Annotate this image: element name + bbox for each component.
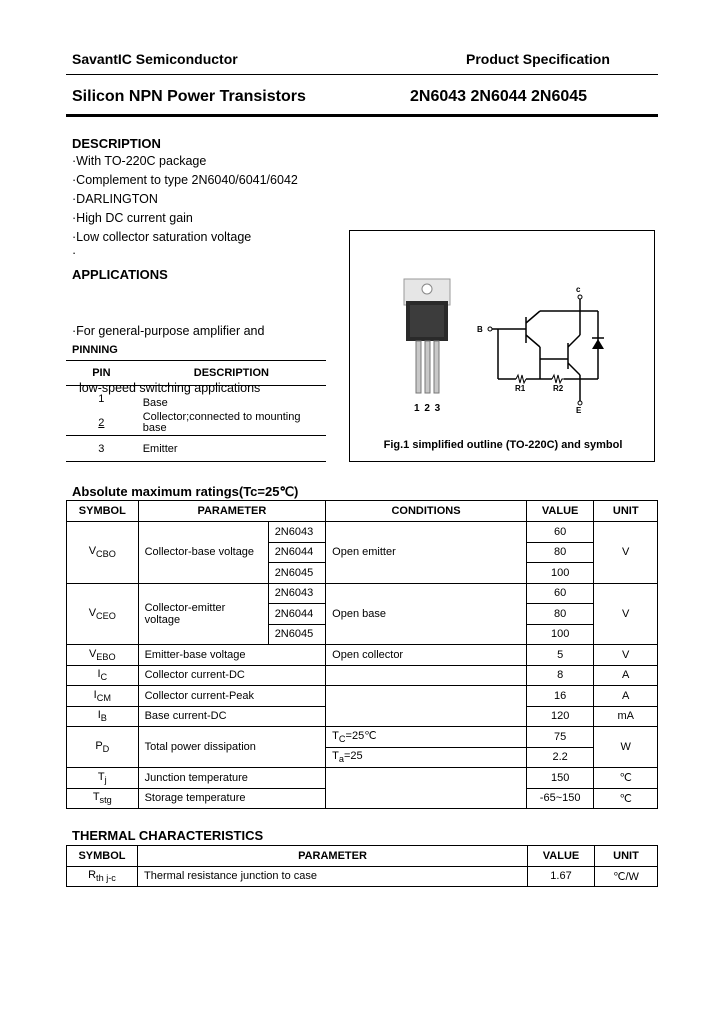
table-row [66, 412, 326, 436]
symbol-cell: $T_j$ [67, 768, 139, 789]
collector-label: c [576, 285, 581, 294]
value-cell: 100 [526, 563, 594, 584]
pin-header: PIN [66, 361, 137, 386]
value-cell: 60 [526, 583, 594, 604]
part-cell: 2N6045 [268, 624, 325, 645]
description-item: · [72, 246, 77, 260]
parameter-cell: Collector current-Peak [138, 686, 326, 707]
description-item: ·With TO-220C package [72, 154, 207, 168]
table-row [67, 522, 658, 543]
col-conditions: CONDITIONS [326, 501, 527, 522]
to220-package-outline [350, 231, 656, 431]
pin-number: 3 [66, 436, 137, 462]
part-cell: 2N6044 [268, 542, 325, 563]
parameter-cell: Emitter-base voltage [138, 645, 326, 666]
conditions-cell: Open collector [326, 645, 527, 666]
parameter-cell: Junction temperature [138, 768, 326, 789]
unit-cell: A [594, 665, 658, 686]
unit-cell: V [594, 522, 658, 584]
conditions-cell: Open base [326, 583, 527, 645]
conditions-cell: $T_a=25$ [326, 747, 527, 768]
parameter-cell: Storage temperature [138, 788, 326, 809]
symbol-cell: $I_{CM}$ [67, 686, 139, 707]
description-item: ·Complement to type 2N6040/6041/6042 [72, 173, 298, 187]
parameter-cell: Total power dissipation [138, 727, 326, 768]
pin-number: 1 [98, 392, 105, 405]
col-value: VALUE [526, 501, 594, 522]
value-cell: 5 [526, 645, 594, 666]
r2-label: R2 [553, 384, 564, 393]
part-numbers: 2N6043 2N6044 2N6045 [410, 88, 588, 105]
unit-cell: W [594, 727, 658, 768]
figure-caption: Fig.1 simplified outline (TO-220C) and symbol [383, 439, 623, 451]
table-row [67, 583, 658, 604]
applications-item: low-speed switching applications [72, 381, 261, 395]
description-list [72, 152, 298, 259]
table-row [67, 768, 658, 789]
table-row [67, 645, 658, 666]
company-name: SavantIC Semiconductor [72, 51, 238, 67]
conditions-cell: $T_C=25℃$ [326, 727, 527, 748]
pinning-heading: PINNING [72, 344, 118, 356]
col-unit: UNIT [595, 846, 658, 867]
pin-number-labels: 1 2 3 [414, 403, 441, 414]
value-cell: 2.2 [526, 747, 594, 768]
value-cell: 8 [526, 665, 594, 686]
description-item: ·High DC current gain [72, 211, 193, 225]
col-symbol: SYMBOL [67, 501, 139, 522]
col-parameter: PARAMETER [138, 846, 528, 867]
value-cell: 75 [526, 727, 594, 748]
symbol-cell: $T_{stg}$ [67, 788, 139, 809]
symbol-cell: $V_{EBO}$ [67, 645, 139, 666]
figure-box [349, 230, 655, 462]
value-cell: 120 [526, 706, 594, 727]
part-cell: 2N6045 [268, 563, 325, 584]
parameter-cell: Collector-emitter voltage [138, 583, 268, 645]
parameter-cell: Base current-DC [138, 706, 326, 727]
applications-item: ·For general-purpose amplifier and [72, 324, 265, 338]
value-cell: 16 [526, 686, 594, 707]
part-cell: 2N6044 [268, 604, 325, 625]
unit-cell: V [594, 583, 658, 645]
parameter-cell: Collector-base voltage [138, 522, 268, 584]
parameter-cell: Collector current-DC [138, 665, 326, 686]
unit-cell: mA [594, 706, 658, 727]
pin-description: Emitter [137, 436, 326, 462]
thermal-table [66, 845, 658, 887]
conditions-cell [326, 768, 527, 809]
unit-cell: ℃ [594, 788, 658, 809]
symbol-cell: $I_C$ [67, 665, 139, 686]
col-symbol: SYMBOL [67, 846, 138, 867]
part-cell: 2N6043 [268, 583, 325, 604]
thermal-heading: THERMAL CHARACTERISTICS [72, 828, 264, 843]
abs-max-table [66, 500, 658, 809]
unit-cell: A [594, 686, 658, 707]
pin-description: Base [142, 396, 168, 409]
unit-cell: ℃ [594, 768, 658, 789]
symbol-cell: $V_{CEO}$ [67, 583, 139, 645]
base-label: B [477, 325, 483, 334]
header-divider [66, 74, 658, 75]
value-cell: 100 [526, 624, 594, 645]
description-item: ·Low collector saturation voltage [72, 230, 252, 244]
value-cell: 1.67 [528, 866, 595, 887]
table-row [67, 727, 658, 748]
pin-description-header: DESCRIPTION [137, 361, 326, 386]
title-divider [66, 114, 658, 117]
unit-cell: ℃/W [595, 866, 658, 887]
emitter-label: E [576, 406, 582, 415]
unit-cell: V [594, 645, 658, 666]
value-cell: 60 [526, 522, 594, 543]
conditions-cell [326, 686, 527, 727]
table-row [66, 436, 326, 462]
pinning-table [66, 360, 326, 462]
description-heading: DESCRIPTION [72, 136, 161, 151]
symbol-cell: $P_D$ [67, 727, 139, 768]
value-cell: -65~150 [526, 788, 594, 809]
symbol-cell: $R_{th j-c}$ [67, 866, 138, 887]
spec-label: Product Specification [466, 51, 610, 67]
pin-description: Collector;connected to mounting base [137, 412, 326, 436]
col-value: VALUE [528, 846, 595, 867]
value-cell: 80 [526, 604, 594, 625]
conditions-cell: Open emitter [326, 522, 527, 584]
symbol-cell: $V_{CBO}$ [67, 522, 139, 584]
table-row [67, 665, 658, 686]
table-row [67, 866, 658, 887]
part-cell: 2N6043 [268, 522, 325, 543]
parameter-cell: Thermal resistance junction to case [138, 866, 528, 887]
r1-label: R1 [515, 384, 526, 393]
table-row [67, 686, 658, 707]
applications-heading: APPLICATIONS [72, 267, 168, 282]
table-row [66, 386, 326, 412]
col-parameter: PARAMETER [138, 501, 326, 522]
value-cell: 80 [526, 542, 594, 563]
pin-number: 2 [66, 412, 137, 436]
col-unit: UNIT [594, 501, 658, 522]
description-item: ·DARLINGTON [72, 192, 158, 206]
value-cell: 150 [526, 768, 594, 789]
conditions-cell [326, 665, 527, 686]
abs-max-heading: Absolute maximum ratings(Tc=25℃) [72, 484, 299, 499]
symbol-cell: $I_B$ [67, 706, 139, 727]
series-title: Silicon NPN Power Transistors [72, 88, 306, 105]
